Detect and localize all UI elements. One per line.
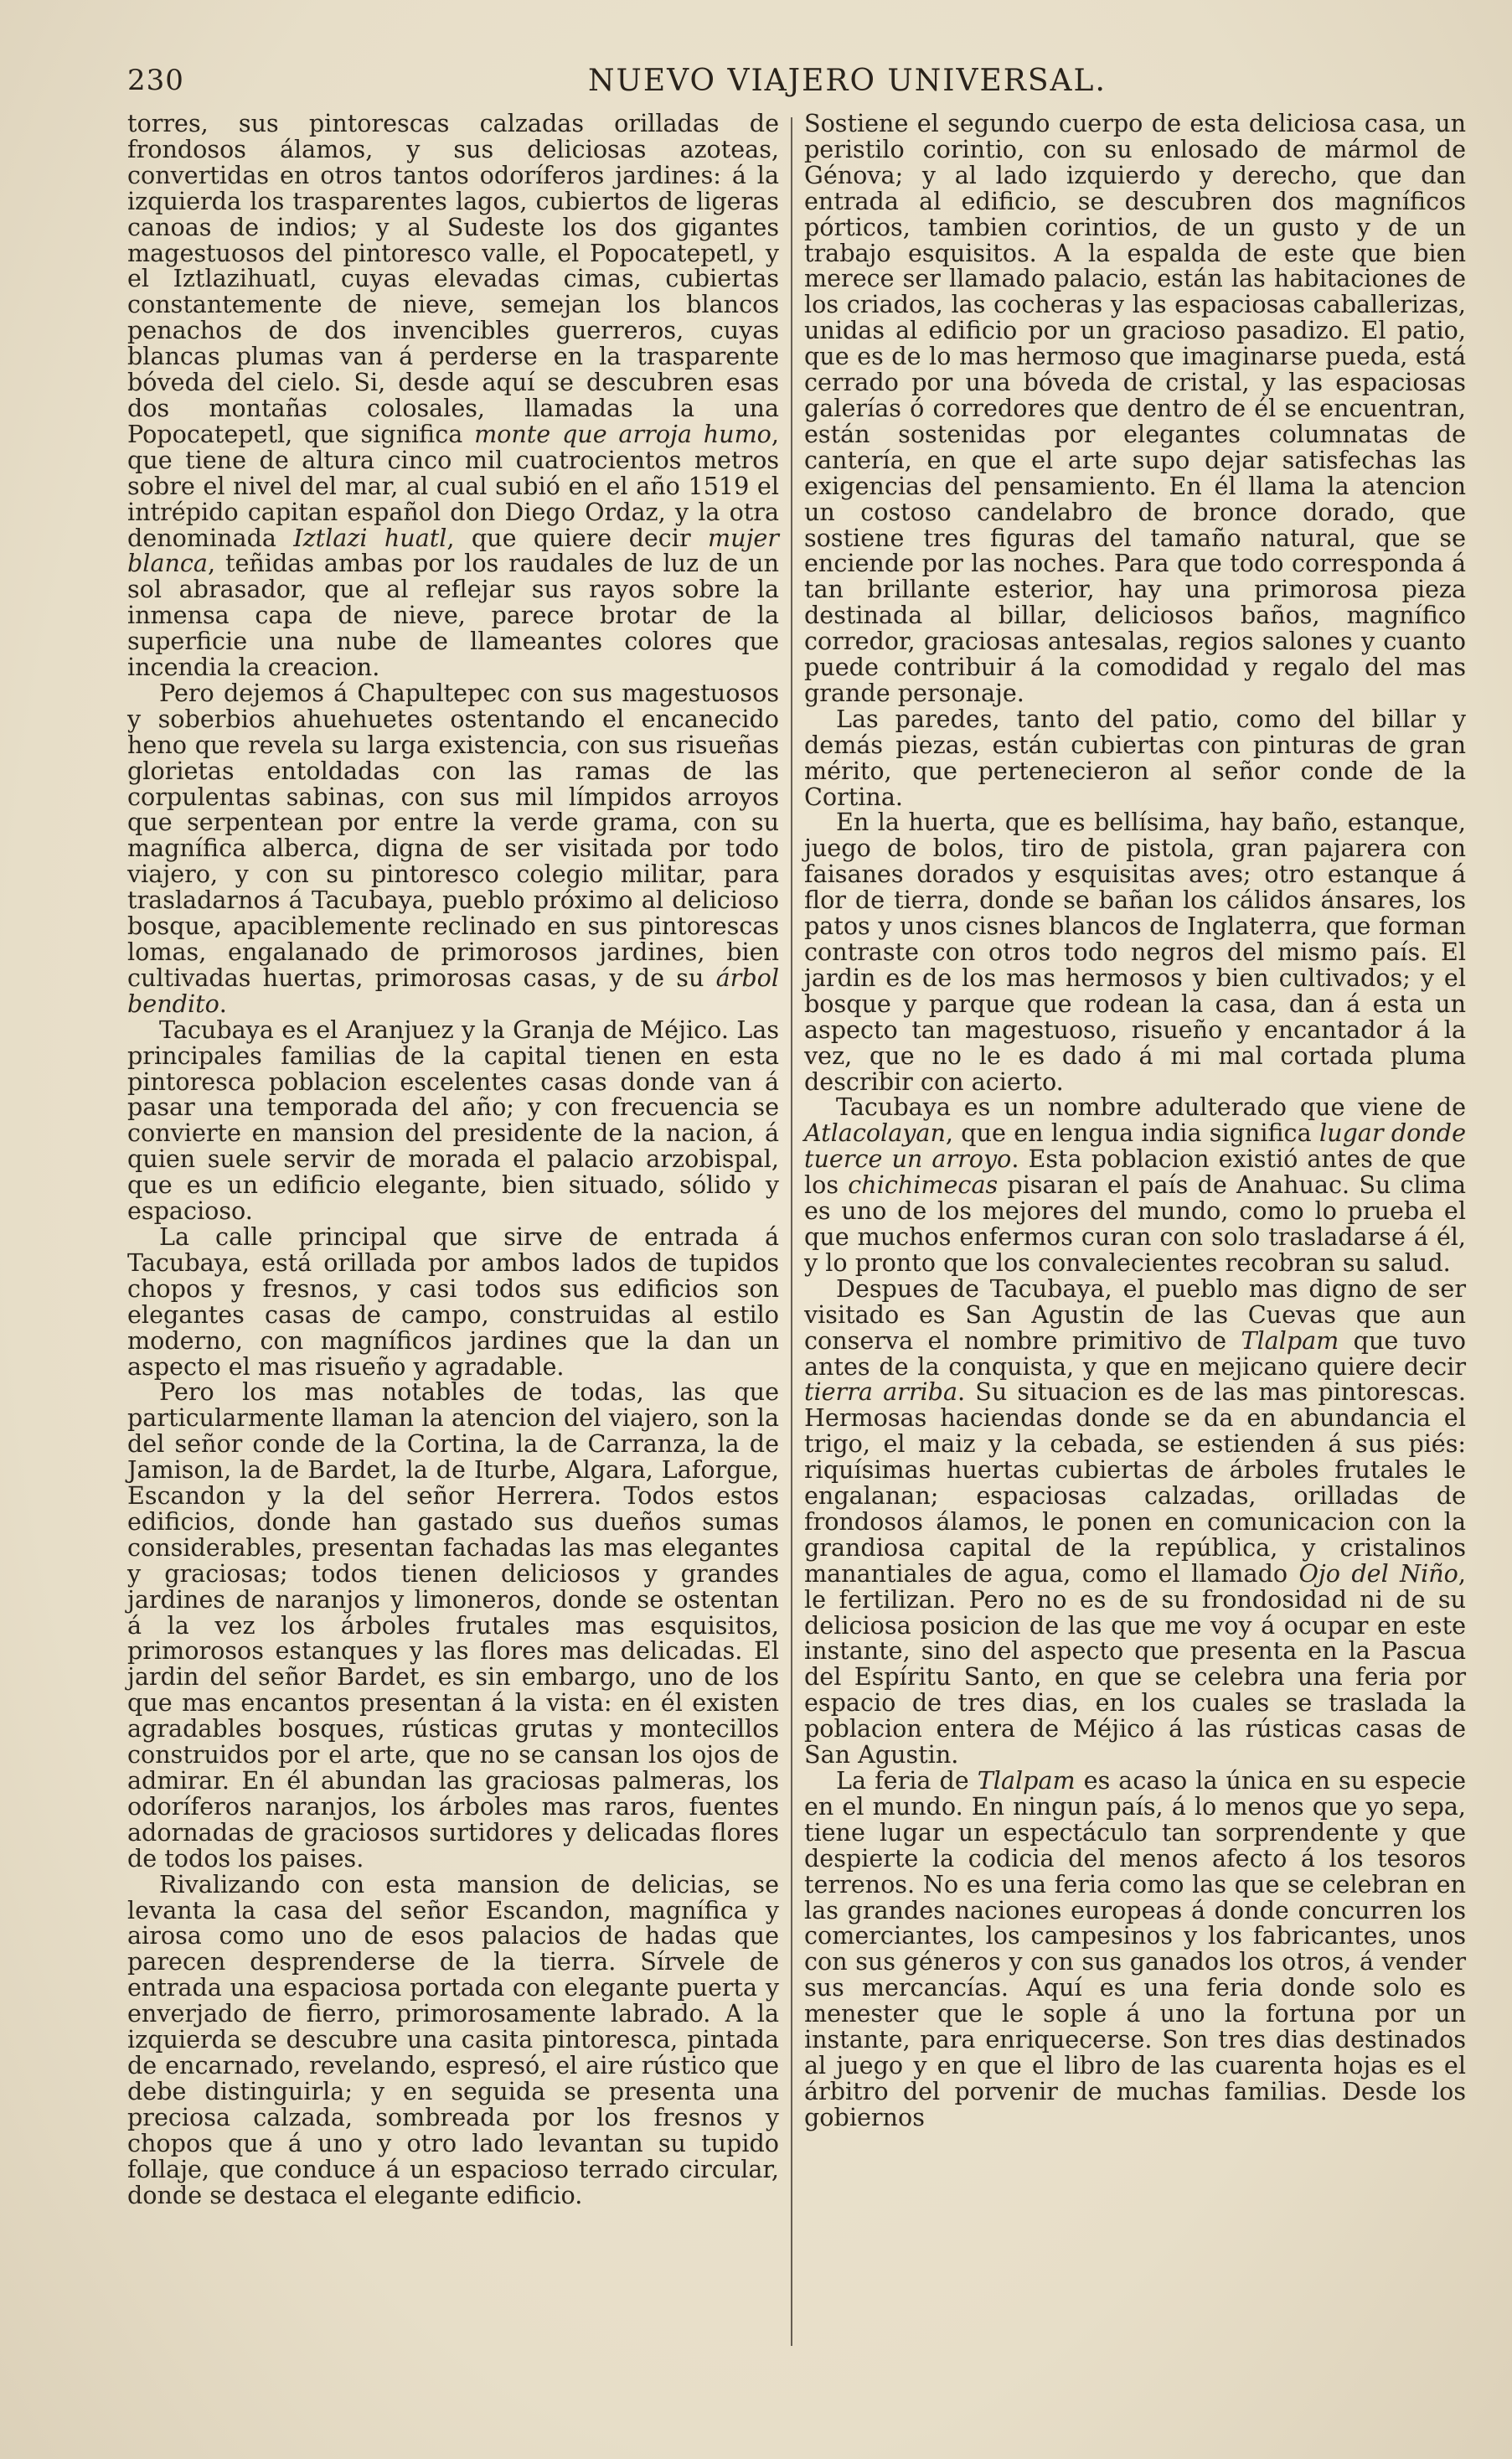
paragraph — [127, 1224, 779, 1379]
paragraph — [127, 680, 779, 1017]
running-title: NUEVO VIAJERO UNIVERSAL. — [588, 64, 1107, 98]
italic-term: Atlacolayan — [804, 1118, 946, 1148]
paragraph — [127, 1379, 779, 1871]
paragraph — [804, 809, 1466, 1094]
paragraph — [804, 1094, 1466, 1275]
page-number: 230 — [127, 64, 184, 97]
italic-term: Ojo del Niño — [1298, 1558, 1458, 1588]
text-run: Pero dejemos á Chapultepec con sus magestuosos y soberbios ahuehuetes ostentando el encanecido heno que revela su larga existencia, con sus risueñas glorietas entoldadas con las ramas de las corpulentas sabinas, con sus mil límpidos arroyos que serpentean por entre la verde grama, con su magnífica alberca, digna de ser visitada por todo viajero, y con su pintoresco colegio militar, para trasladarnos á Tacubaya, pueblo próximo al delicioso bosque, apaciblemente reclinado en sus pintorescas lomas, engalanado de primorosos jardines, bien cultivadas huertas, primorosas casas, y de su — [127, 678, 779, 992]
text-run: La feria de — [836, 1766, 978, 1795]
paragraph — [804, 1273, 1466, 1769]
italic-term: tierra arriba — [804, 1377, 957, 1407]
italic-term: chichimecas — [848, 1170, 999, 1200]
text-run: , teñidas ambas por los raudales de luz de un sol abrasador, que al reflejar sus rayos sobre la inmensa capa de nieve, parece brotar de la superficie una nube de llameantes colores que incendia la creacion. — [127, 549, 779, 682]
text-run: , que quiere decir — [446, 523, 708, 552]
page-header — [127, 64, 1468, 106]
text-run: , que tiene de altura cinco mil cuatrocientos metros sobre el nivel del mar, al cual subió en el año 1519 el intrépido capitan español don Diego Ordaz, y la otra denominada — [127, 419, 779, 552]
text-run: Sostiene el segundo cuerpo de esta deliciosa casa, un peristilo corintio, con su enlosado de mármol de Génova; y al lado izquierdo y derecho, que dan entrada al edificio, se descubren dos magníficos pórticos, tambien corintios, de un gusto y de un trabajo esquisitos. A la espalda de este que bien merece ser llamado palacio, están las habitaciones de los criados, las cocheras y las espaciosas caballerizas, unidas al edificio por un gracioso pasadizo. El patio, que es de lo mas hermoso que imaginarse pueda, está cerrado por una bóveda de cristal, y las espaciosas galerías ó corredores que dentro de él se encuentran, están sostenidas por elegantes columnatas de cantería, en que el arte supo dejar satisfechas las exigencias del pensamiento. En él llama la atencion un costoso candelabro de bronce dorado, que sostiene tres figuras del tamaño natural, que se enciende por las noches. Para que todo corresponda á tan brillante esterior, hay una primorosa pieza destinada al billar, deliciosos baños, magnífico corredor, graciosas antesalas, regios salones y cuanto puede contribuir á la comodidad y regalo del mas grande personaje. — [804, 109, 1466, 707]
text-run: Pero los mas notables de todas, las que particularmente llaman la atencion del viajero, son la del señor conde de la Cortina, la de Carranza, la de Jamison, la de Bardet, la de Iturbe, Algara, Laforgue, Escandon y la del señor Herrera. Todos estos edificios, donde han gastado sus dueños sumas considerables, presentan fachadas las mas elegantes y graciosas; todos tienen deliciosos y grandes jardines de naranjos y limoneros, donde se ostentan á la vez los árboles frutales mas esquisitos, primorosos estanques y las flores mas delicadas. El jardin del señor Bardet, es sin embargo, uno de los que mas encantos presentan á la vista: en él existen agradables bosques, rústicas grutas y montecillos construidos por el arte, que no se cansan los ojos de admirar. En él abundan las graciosas palmeras, los odoríferos naranjos, los árboles mas raros, fuentes adornadas de graciosos surtidores y delicadas flores de todos los paises. — [127, 1377, 779, 1873]
text-run: pisaran el país de Anahuac. Su clima es uno de los mejores del mundo, como lo prueba el que muchos enfermos curan con solo trasladarse á él, y lo pronto que los convalecientes recobran su salud. — [804, 1170, 1466, 1277]
text-run: La calle principal que sirve de entrada á Tacubaya, está orillada por ambos lados de tupidos chopos y fresnos, y casi todos sus edificios son elegantes casas de campo, construidas al estilo moderno, con magníficos jardines que la dan un aspecto el mas risueño y agradable. — [127, 1222, 779, 1381]
italic-term: monte que arroja humo — [474, 419, 771, 448]
text-run: Rivalizando con esta mansion de delicias, se levanta la casa del señor Escandon, magnífica y airosa como uno de esos palacios de hadas que parecen desprenderse de la tierra. Sírvele de entrada una espaciosa portada con elegante puerta y enverjado de fierro, primorosamente labrado. A la izquierda se descubre una casita pintoresca, pintada de encarnado, revelando, espresó, el aire rústico que debe distinguirla; y en seguida se presenta una preciosa calzada, sombreada por los fresnos y chopos que á uno y otro lado levantan su tupido follaje, que conduce á un espacioso terrado circular, donde se destaca el elegante edificio. — [127, 1869, 779, 2209]
text-run: . Esta poblacion existió antes de que los — [804, 1144, 1466, 1200]
italic-term: lugar donde tuerce un arroyo — [804, 1118, 1466, 1174]
paragraph — [127, 111, 779, 680]
text-run: Tacubaya es el Aranjuez y la Granja de Méjico. Las principales familias de la capital tienen en esta pintoresca poblacion escelentes casas donde van á pasar una temporada del año; y con frecuencia se convierte en mansion del presidente de la nacion, á quien suele servir de morada el palacio arzobispal, que es un edificio elegante, bien situado, sólido y espacioso. — [127, 1015, 779, 1226]
text-run: , que en lengua india significa — [945, 1118, 1319, 1148]
italic-term: árbol bendito — [127, 963, 779, 1018]
paragraph — [127, 1869, 779, 2209]
text-run: En la huerta, que es bellísima, hay baño, estanque, juego de bolos, tiro de pistola, gran pajarera con faisanes dorados y esquisitas aves; otro estanque á flor de tierra, donde se bañan los cálidos ánsares, los patos y unos cisnes blancos de Inglaterra, que forman contraste con otros todo negros del mismo país. El jardin es de los mas hermosos y bien cultivados; y el bosque y parque que rodean la casa, dan á esta un aspecto tan magestuoso, risueño y encantador á la vez, que no le es dado á mi mal cortada pluma describir con acierto. — [804, 808, 1466, 1096]
text-run: Despues de Tacubaya, el pueblo mas digno de ser visitado es San Agustin de las Cuevas que aun conserva el nombre primitivo de — [804, 1273, 1466, 1355]
text-run: Tacubaya es un nombre adulterado que viene de — [836, 1093, 1466, 1122]
right-column — [804, 111, 1466, 2131]
text-run: . Su situacion es de las mas pintorescas. Hermosas haciendas donde se da en abundancia el trigo, el maiz y la cebada, se estienden á sus piés: riquísimas huertas cubiertas de árboles frutales le engalanan; espaciosas calzadas, orilladas de frondosos álamos, le ponen en comunicacion con la grandiosa capital de la república, y cristalinos manantiales de agua, como el llamado — [804, 1377, 1466, 1588]
italic-term: Tlalpam — [977, 1766, 1076, 1795]
text-run: . — [219, 989, 227, 1018]
italic-term: Iztlazi huatl — [293, 523, 447, 552]
paragraph — [804, 706, 1466, 810]
italic-term: mujer blanca — [127, 523, 779, 578]
text-run: que tuvo antes de la conquista, y que en mejicano quiere decir — [804, 1325, 1466, 1381]
italic-term: Tlalpam — [1241, 1325, 1339, 1355]
text-run: , le fertilizan. Pero no es de su frondosidad ni de su deliciosa posicion de las que me voy á ocupar en este instante, sino del aspecto que presenta en la Pascua del Espíritu Santo, en que se celebra una feria por espacio de tres dias, en los cuales se traslada la poblacion entera de Méjico á las rústicas casas de San Agustin. — [804, 1558, 1466, 1769]
left-column — [127, 111, 779, 2208]
paragraph — [804, 111, 1466, 706]
paragraph — [804, 1768, 1466, 2131]
text-run: Las paredes, tanto del patio, como del billar y demás piezas, están cubiertas con pinturas de gran mérito, que pertenecieron al señor conde de la Cortina. — [804, 704, 1466, 811]
column-divider — [791, 117, 792, 2346]
paragraph — [127, 1017, 779, 1224]
text-run: torres, sus pintorescas calzadas orilladas de frondosos álamos, y sus deliciosas azoteas, convertidas en otros tantos odoríferos jardines: á la izquierda los trasparentes lagos, cubiertos de ligeras canoas de indios; y al Sudeste los dos gigantes magestuosos del pintoresco valle, el Popocatepetl, y el Iztlazihuatl, cuyas elevadas cimas, cubiertas constantemente de nieve, semejan los blancos penachos de dos invencibles guerreros, cuyas blancas plumas van á perderse en la trasparente bóveda del cielo. Si, desde aquí se descubren esas dos montañas colosales, llamadas la una Popocatepetl, que significa — [127, 109, 779, 448]
text-run: es acaso la única en su especie en el mundo. En ningun país, á lo menos que yo sepa, tiene lugar un espectáculo tan sorprendente y que despierte la codicia del menos afecto á los tesoros terrenos. No es una feria como las que se celebran en las grandes naciones europeas á donde concurren los comerciantes, los campesinos y los fabricantes, unos con sus géneros y con sus ganados los otros, á vender sus mercancías. Aquí es una feria donde solo es menester que le sople á uno la fortuna por un instante, para enriquecerse. Son tres dias destinados al juego y en que el libro de las cuarenta hojas es el árbitro del porvenir de muchas familias. Desde los gobiernos — [804, 1766, 1466, 2131]
